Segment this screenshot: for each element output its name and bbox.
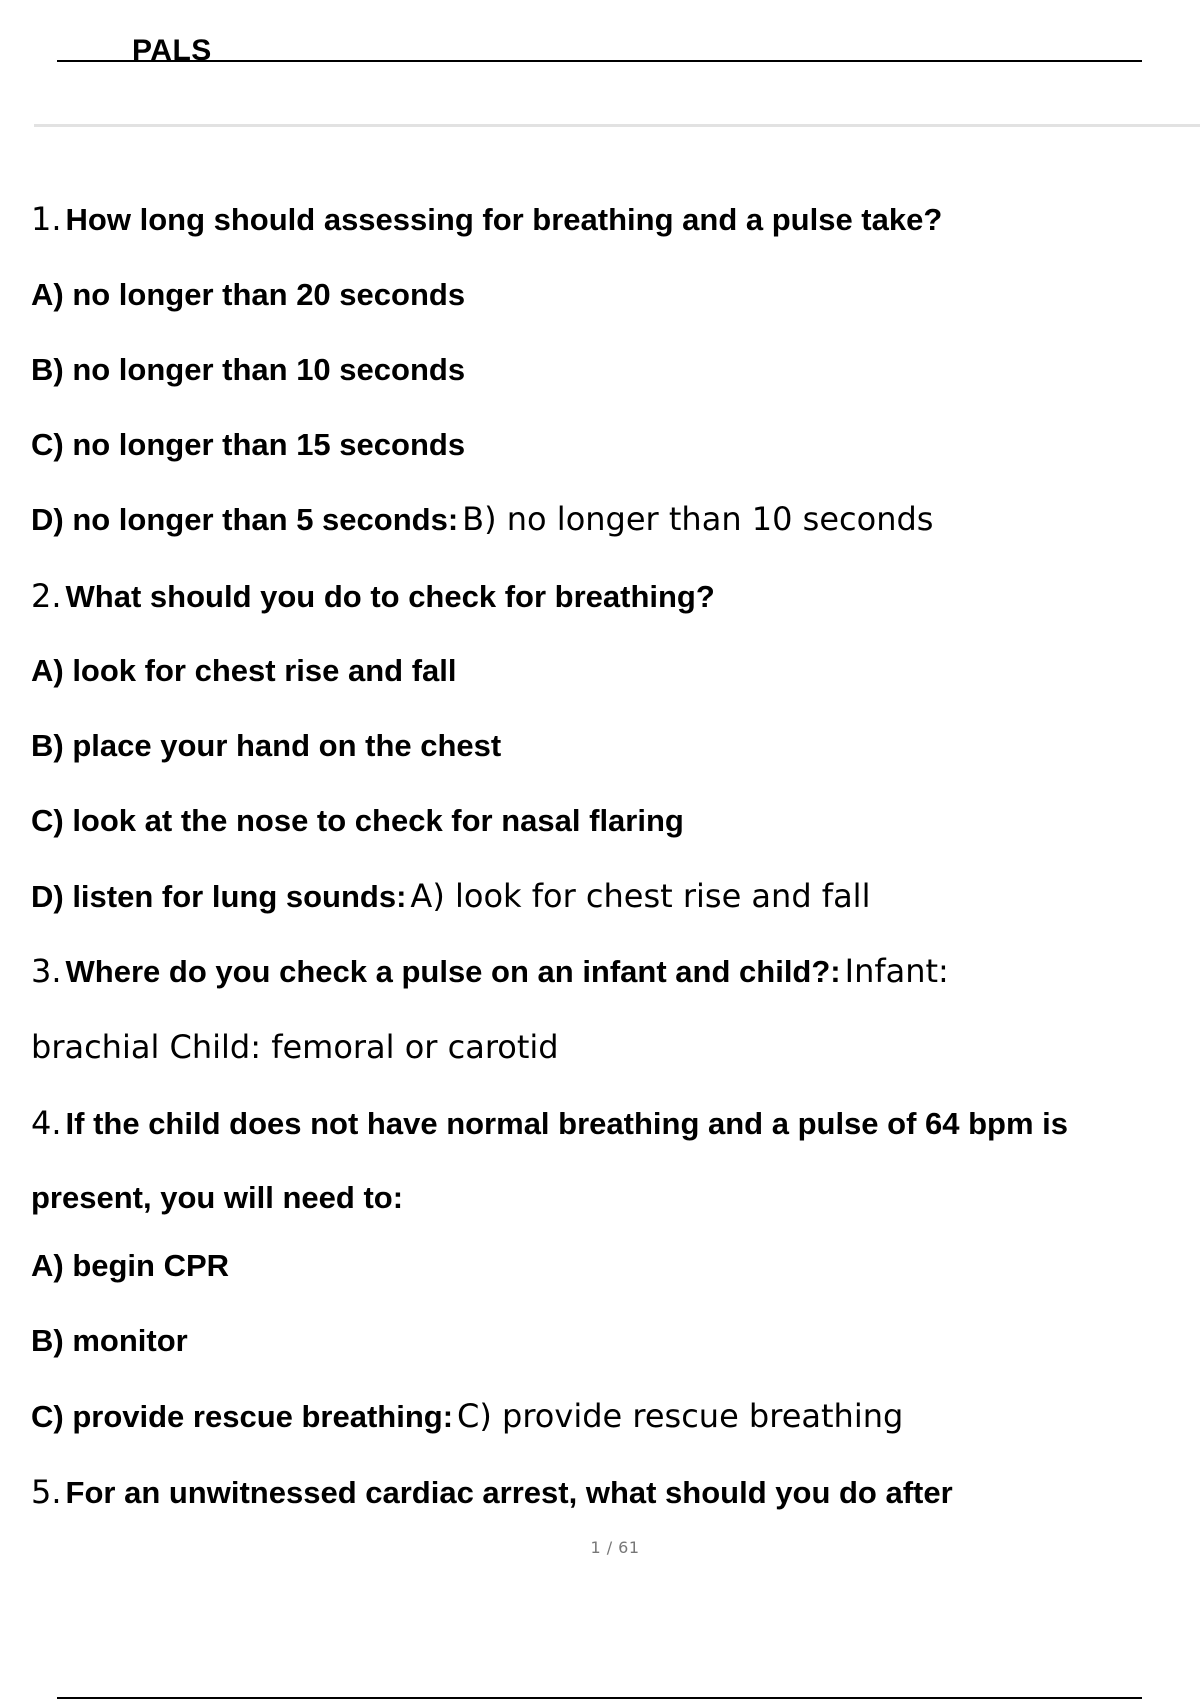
question-1	[31, 200, 942, 238]
answer-text: Infant:	[844, 952, 949, 990]
answer-text-continued: brachial Child: femoral or carotid	[31, 1028, 559, 1066]
option-c-with-answer	[31, 1397, 903, 1435]
option-b: B) place your hand on the chest	[31, 728, 502, 763]
question-4	[31, 1104, 1068, 1142]
option-c: C) no longer than 15 seconds	[31, 427, 466, 462]
question-3	[31, 952, 949, 990]
question-number: 2.	[31, 577, 62, 615]
option-a: A) begin CPR	[31, 1248, 230, 1283]
footer-divider	[57, 1697, 1142, 1699]
question-5	[31, 1473, 953, 1511]
answer-text: C) provide rescue breathing	[457, 1397, 904, 1435]
option-d-with-answer	[31, 500, 933, 538]
option-b: B) no longer than 10 seconds	[31, 352, 466, 387]
option-d: D) listen for lung sounds:	[31, 879, 407, 914]
answer-text: B) no longer than 10 seconds	[462, 500, 934, 538]
question-text: How long should assessing for breathing and a pulse take?	[65, 202, 943, 237]
option-a: A) no longer than 20 seconds	[31, 277, 466, 312]
document-header	[57, 34, 1142, 67]
option-c: C) look at the nose to check for nasal flaring	[31, 803, 684, 838]
question-number: 5.	[31, 1473, 62, 1511]
question-2	[31, 577, 715, 615]
header-divider	[34, 124, 1200, 127]
question-number: 4.	[31, 1104, 62, 1142]
question-number: 1.	[31, 200, 62, 238]
page-number: 1 / 61	[590, 1538, 640, 1557]
option-b: B) monitor	[31, 1323, 188, 1358]
question-text: If the child does not have normal breathing and a pulse of 64 bpm is	[65, 1106, 1069, 1141]
question-text: For an unwitnessed cardiac arrest, what should you do after	[65, 1475, 953, 1510]
option-d-with-answer	[31, 877, 870, 915]
question-text: Where do you check a pulse on an infant and child?:	[65, 954, 841, 989]
document-title: PALS	[132, 34, 212, 67]
option-c: C) provide rescue breathing:	[31, 1399, 454, 1434]
option-a: A) look for chest rise and fall	[31, 653, 457, 688]
question-text-continued: present, you will need to:	[31, 1180, 404, 1215]
option-d: D) no longer than 5 seconds:	[31, 502, 459, 537]
answer-text: A) look for chest rise and fall	[410, 877, 871, 915]
question-number: 3.	[31, 952, 62, 990]
question-text: What should you do to check for breathing?	[65, 579, 715, 614]
